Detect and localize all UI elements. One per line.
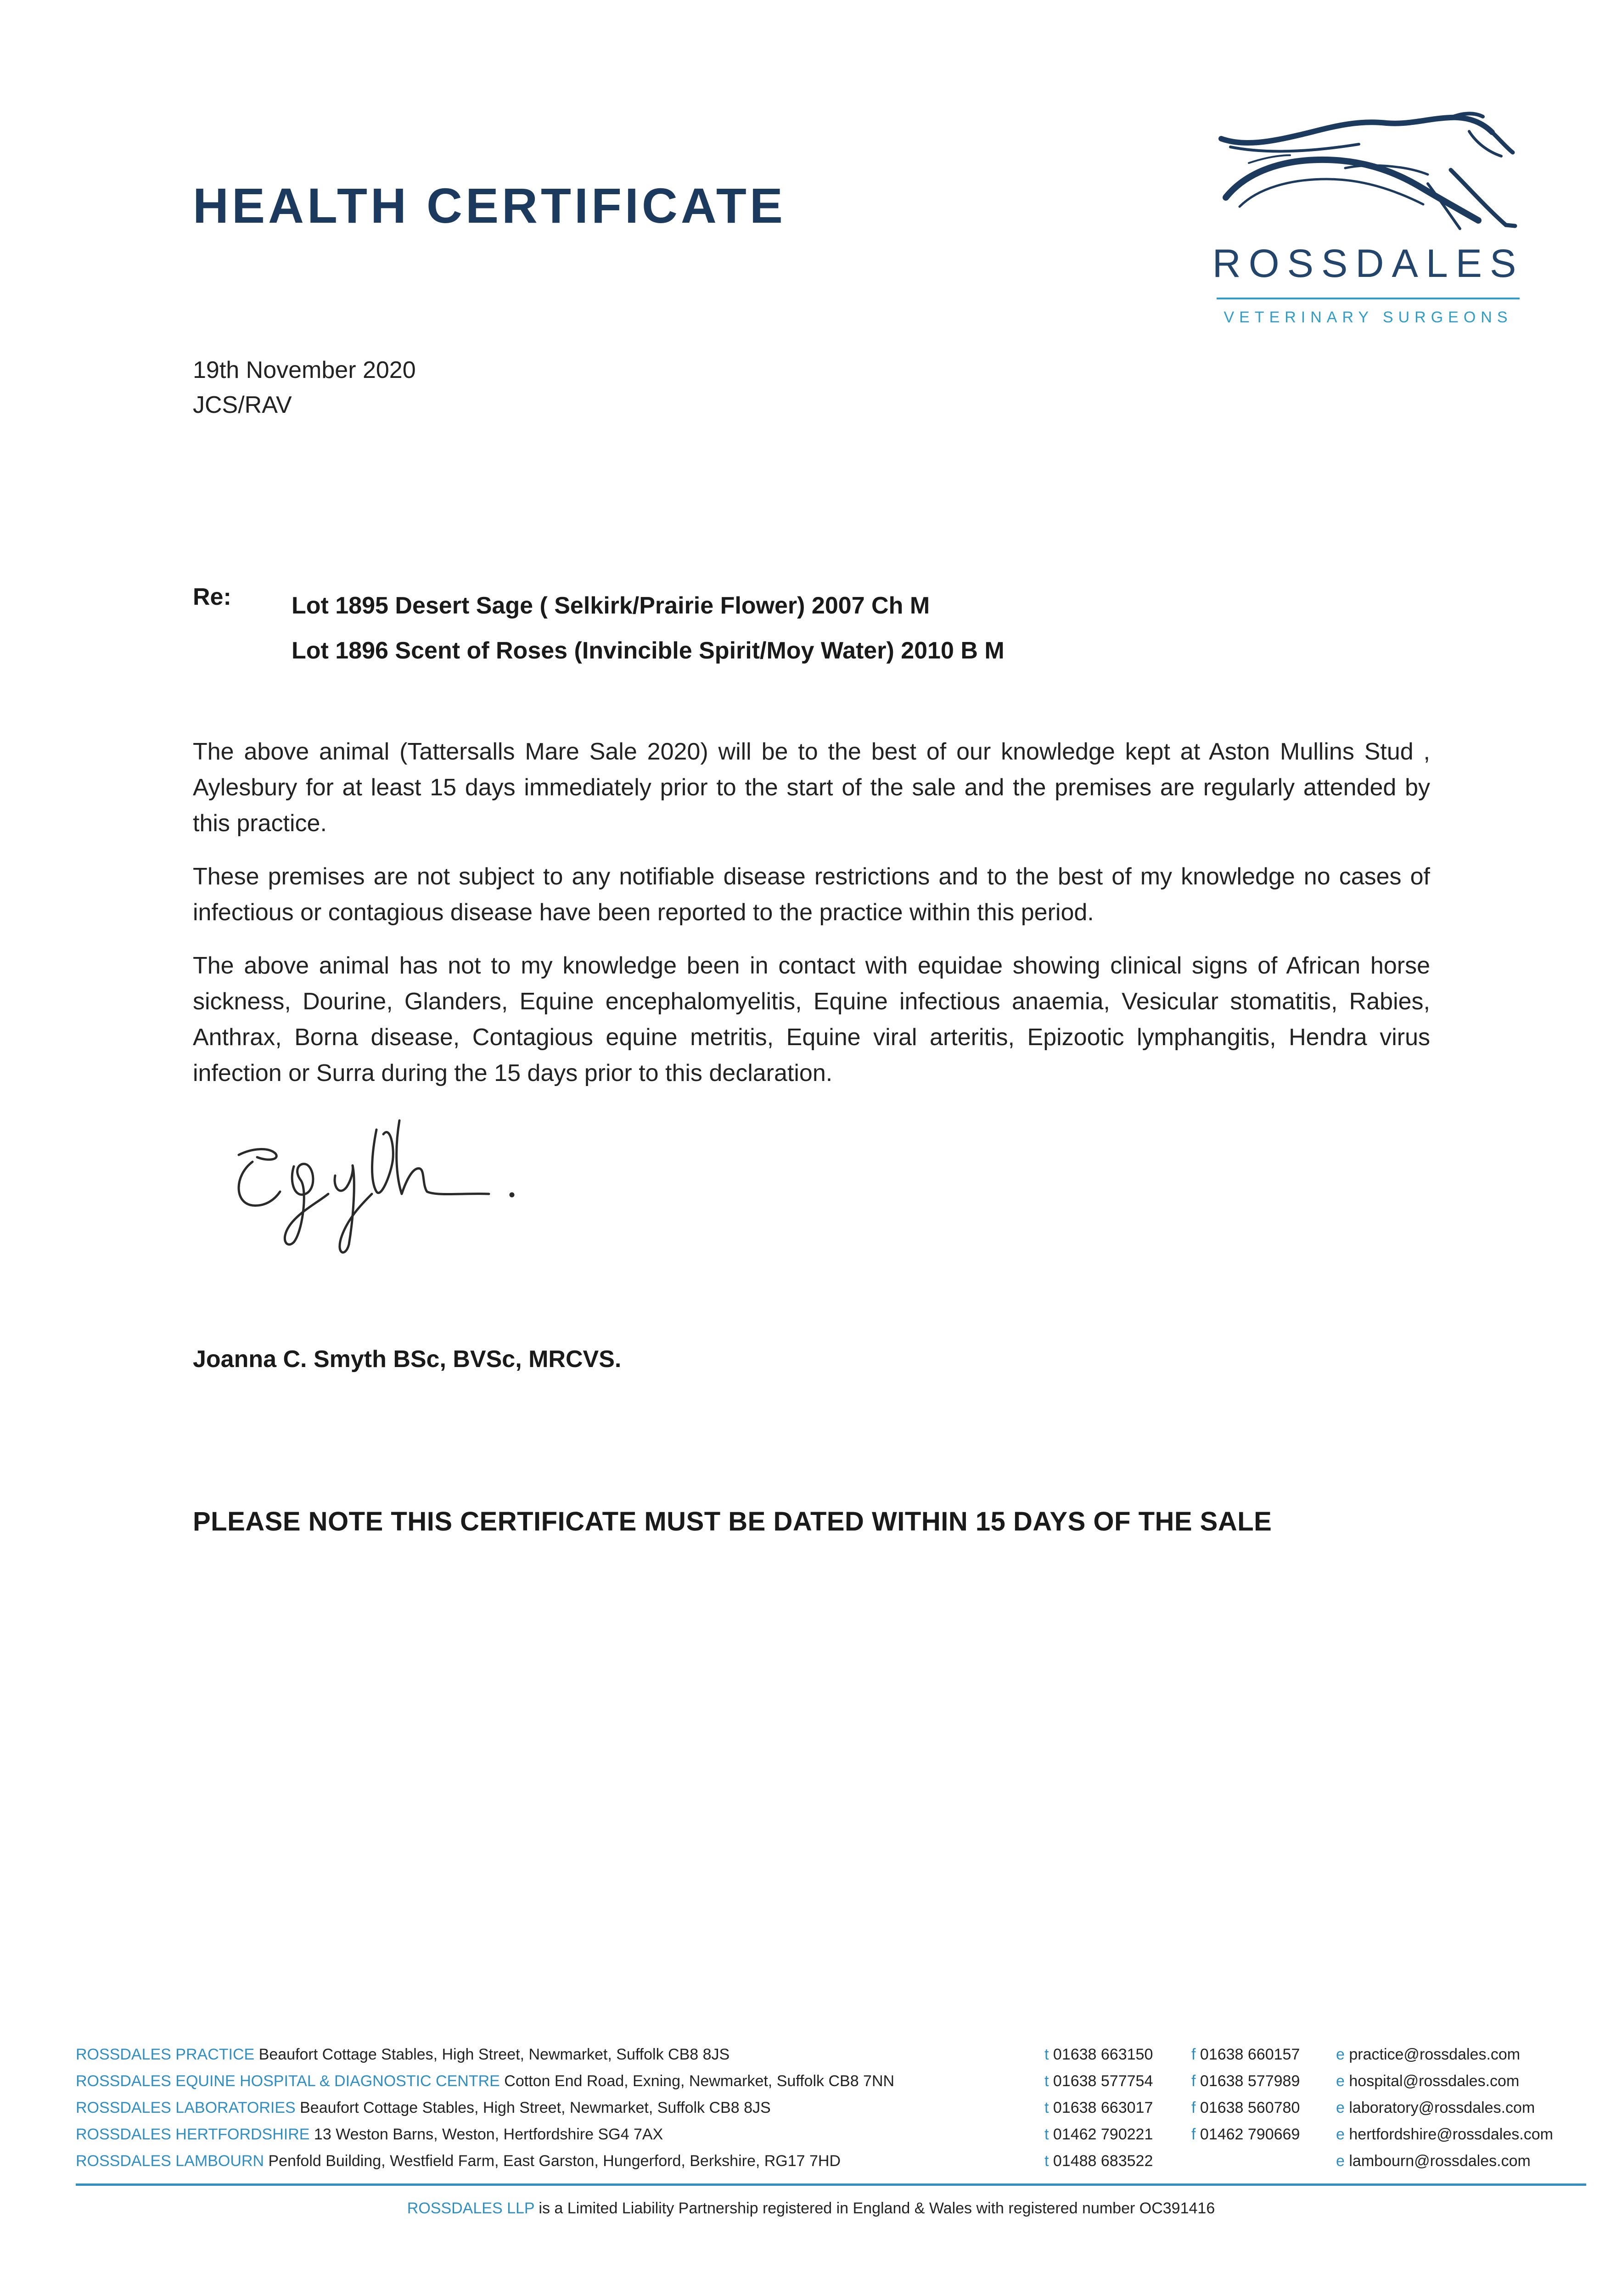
footer-fax: 01638 577989: [1200, 2072, 1300, 2090]
footer-telephone: 01638 577754: [1053, 2072, 1153, 2090]
footer-email: practice@rossdales.com: [1349, 2046, 1521, 2063]
fax-prefix: f: [1191, 2099, 1196, 2116]
footer-org: ROSSDALES HERTFORDSHIRE: [76, 2126, 310, 2143]
tel-prefix: t: [1044, 2046, 1049, 2063]
fax-prefix: f: [1191, 2072, 1196, 2090]
footer-row: [76, 2072, 1591, 2099]
legal-org: ROSSDALES LLP: [407, 2200, 534, 2217]
footer-divider: [76, 2183, 1586, 2186]
body-paragraph: These premises are not subject to any notifiable disease restrictions and to the best of my knowledge no cases of infectious or contagious disease have been reported to the practice within this period.: [193, 863, 1430, 926]
legal-notice: [0, 2200, 1622, 2217]
body-paragraph: The above animal has not to my knowledge been in contact with equidae showing clinical signs of African horse sickness, Dourine, Glanders, Equine encephalomyelitis, Equine infectious anaemia, Vesicular stomatitis, Rabies, Anthrax, Borna disease, Contagious equine metritis, Equine viral arteritis, Epizootic lymphangitis, Hendra virus infection or Surra during the 15 days prior to this declaration.: [193, 952, 1430, 1086]
re-subject: [292, 583, 1005, 673]
footer-email: hospital@rossdales.com: [1349, 2072, 1520, 2090]
email-prefix: e: [1336, 2046, 1345, 2063]
footer-org: ROSSDALES LAMBOURN: [76, 2152, 264, 2170]
certificate-body: [193, 734, 1430, 1109]
signer-name: Joanna C. Smyth BSc, BVSc, MRCVS.: [193, 1346, 622, 1373]
footer-telephone: 01638 663150: [1053, 2046, 1153, 2063]
footer-fax: 01638 560780: [1200, 2099, 1300, 2116]
email-prefix: e: [1336, 2152, 1345, 2170]
re-label: Re:: [193, 584, 231, 610]
dating-notice: PLEASE NOTE THIS CERTIFICATE MUST BE DATED WITHIN 15 DAYS OF THE SALE: [193, 1507, 1272, 1536]
footer-fax: 01638 660157: [1200, 2046, 1300, 2063]
fax-prefix: f: [1191, 2126, 1196, 2143]
footer-email: lambourn@rossdales.com: [1349, 2152, 1531, 2170]
footer-org: ROSSDALES EQUINE HOSPITAL & DIAGNOSTIC CENTRE: [76, 2072, 500, 2090]
footer-email: laboratory@rossdales.com: [1349, 2099, 1535, 2116]
leaping-horse-icon: [1212, 110, 1524, 243]
email-prefix: e: [1336, 2099, 1345, 2116]
logo-subtitle: VETERINARY SURGEONS: [1224, 309, 1513, 326]
email-prefix: e: [1336, 2126, 1345, 2143]
footer-org: ROSSDALES LABORATORIES: [76, 2099, 296, 2116]
footer-row: [76, 2126, 1591, 2152]
document-title: HEALTH CERTIFICATE: [193, 178, 786, 233]
footer-address: 13 Weston Barns, Weston, Hertfordshire SG4 7AX: [309, 2126, 663, 2143]
handwritten-signature: [225, 1111, 519, 1263]
letter-meta: [193, 353, 416, 422]
email-prefix: e: [1336, 2072, 1345, 2090]
footer-telephone: 01462 790221: [1053, 2126, 1153, 2143]
letter-reference: JCS/RAV: [193, 392, 292, 418]
footer-row: [76, 2046, 1591, 2072]
rossdales-logo: [1212, 110, 1524, 335]
tel-prefix: t: [1044, 2099, 1049, 2116]
logo-wordmark: ROSSDALES: [1212, 242, 1524, 286]
footer-email: hertfordshire@rossdales.com: [1349, 2126, 1553, 2143]
footer-row: [76, 2152, 1591, 2179]
footer-org: ROSSDALES PRACTICE: [76, 2046, 255, 2063]
footer-address: Penfold Building, Westfield Farm, East Garston, Hungerford, Berkshire, RG17 7HD: [264, 2152, 841, 2170]
legal-text: is a Limited Liability Partnership registered in England & Wales with registered number OC391416: [534, 2200, 1215, 2217]
re-lot-line: Lot 1895 Desert Sage ( Selkirk/Prairie Flower) 2007 Ch M: [292, 592, 930, 619]
footer-row: [76, 2099, 1591, 2126]
letter-date: 19th November 2020: [193, 357, 416, 383]
tel-prefix: t: [1044, 2072, 1049, 2090]
footer-telephone: 01488 683522: [1053, 2152, 1153, 2170]
body-paragraph: The above animal (Tattersalls Mare Sale 2020) will be to the best of our knowledge kept at Aston Mullins Stud , Aylesbury for at least 15 days immediately prior to the start of the sale and the premises are regularly attended by this practice.: [193, 738, 1430, 837]
footer-contacts: [76, 2046, 1591, 2179]
fax-prefix: f: [1191, 2046, 1196, 2063]
footer-telephone: 01638 663017: [1053, 2099, 1153, 2116]
footer-address: Beaufort Cottage Stables, High Street, Newmarket, Suffolk CB8 8JS: [254, 2046, 730, 2063]
logo-divider: [1217, 298, 1520, 299]
footer-address: Cotton End Road, Exning, Newmarket, Suffolk CB8 7NN: [500, 2072, 895, 2090]
tel-prefix: t: [1044, 2126, 1049, 2143]
footer-fax: 01462 790669: [1200, 2126, 1300, 2143]
tel-prefix: t: [1044, 2152, 1049, 2170]
footer-address: Beaufort Cottage Stables, High Street, Newmarket, Suffolk CB8 8JS: [295, 2099, 771, 2116]
re-lot-line: Lot 1896 Scent of Roses (Invincible Spirit/Moy Water) 2010 B M: [292, 637, 1005, 664]
